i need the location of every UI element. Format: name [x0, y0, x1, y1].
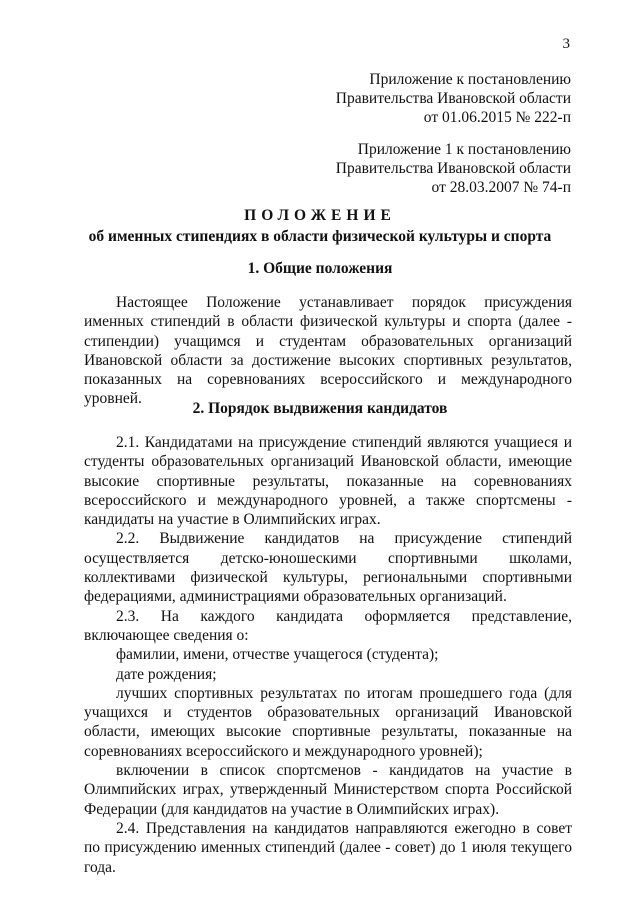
appendix-line: Правительства Ивановской области: [335, 90, 571, 107]
section-heading-general: 1. Общие положения: [247, 260, 393, 277]
list-item: лучших спортивных результатах по итогам прошедшего года (для учащихся и студентов образовательных организаций Ивановской области, имеющих высокие спортивные результаты, показанные на соревнованиях всероссийского и международного уровней);: [84, 684, 572, 760]
document-subtitle: об именных стипендиях в области физической культуры и спорта: [88, 228, 552, 245]
list-item: дате рождения;: [116, 665, 217, 683]
appendix-line: Приложение 1 к постановлению: [357, 141, 571, 158]
appendix-line: от 28.03.2007 № 74-п: [431, 179, 571, 196]
page-number: 3: [562, 36, 570, 52]
list-item: фамилии, имени, отчестве учащегося (студента);: [116, 646, 439, 664]
list-item: включении в список спортсменов - кандидатов на участие в Олимпийских играх, утвержденный Министерством спорта Российской Федерации (для кандидатов на участие в Олимпийских играх).: [84, 762, 572, 818]
appendix-line: Правительства Ивановской области: [335, 160, 571, 177]
section-heading-nomination: 2. Порядок выдвижения кандидатов: [192, 400, 448, 417]
section-body-nomination: [84, 433, 572, 877]
appendix-note-original: [336, 140, 571, 197]
paragraph: 2.4. Представления на кандидатов направляются ежегодно в совет по присуждению именных стипендий (далее - совет) до 1 июля текущего года.: [84, 819, 572, 876]
section-body-general: [84, 293, 572, 409]
appendix-line: Приложение к постановлению: [369, 71, 571, 88]
document-title: ПОЛОЖЕНИЕ: [244, 207, 396, 224]
appendix-note-current: [336, 70, 571, 127]
appendix-line: от 01.06.2015 № 222-п: [423, 109, 571, 126]
paragraph: 2.2. Выдвижение кандидатов на присуждение стипендий осуществляется детско-юношескими спортивными школами, коллективами физической культуры, региональными спортивными федерациями, администрациями образовательных организаций.: [84, 530, 572, 606]
paragraph: 2.1. Кандидатами на присуждение стипендий являются учащиеся и студенты образовательных организаций Ивановской области, имеющие высокие спортивные результаты, показанные на соревнованиях всероссийского и международного уровней, а также спортсмены - кандидаты на участие в Олимпийских играх.: [84, 434, 572, 529]
paragraph: 2.3. На каждого кандидата оформляется представление, включающее сведения о:: [84, 607, 572, 644]
paragraph: Настоящее Положение устанавливает порядок присуждения именных стипендий в области физической культуры и спорта (далее - стипендии) учащимся и студентам образовательных организаций Ивановской области за достижение высоких спортивных результатов, показанных на соревнованиях всероссийского и международного уровней.: [84, 294, 572, 408]
